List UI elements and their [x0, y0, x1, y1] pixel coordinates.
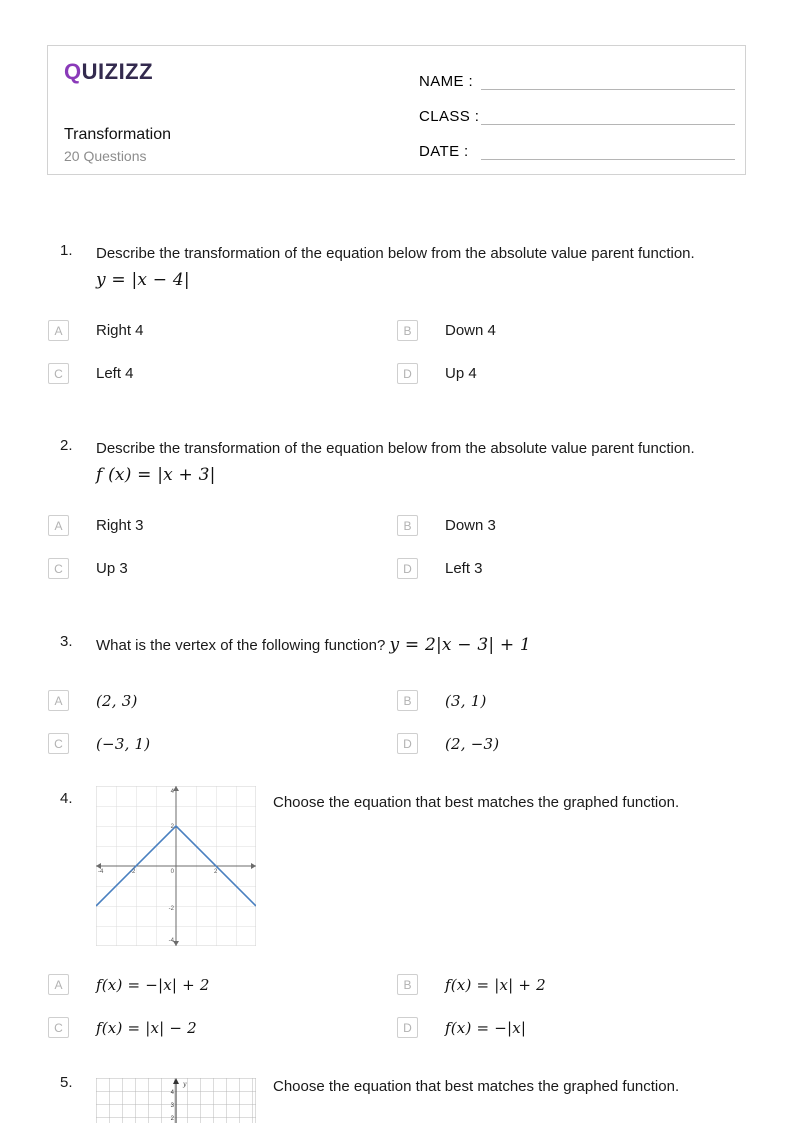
question-equation: y = |x − 4|	[96, 270, 190, 290]
svg-text:0: 0	[170, 869, 174, 875]
option-letter-box[interactable]: A	[48, 974, 69, 995]
question-1	[47, 242, 747, 384]
svg-text:-4: -4	[98, 869, 104, 875]
date-field-row	[419, 138, 735, 160]
option-a	[47, 515, 396, 536]
question-text: Describe the transformation of the equation below from the absolute value parent function.	[96, 245, 695, 262]
question-number: 1.	[60, 242, 73, 259]
question-3	[47, 633, 747, 754]
option-a	[47, 974, 396, 995]
question-text: Choose the equation that best matches the graphed function.	[273, 1078, 680, 1095]
svg-text:4: 4	[170, 1090, 174, 1096]
date-input-line[interactable]	[481, 140, 735, 160]
svg-text:2: 2	[170, 824, 174, 830]
svg-text:y: y	[183, 1081, 187, 1088]
svg-text:-4: -4	[168, 938, 174, 944]
question-text: What is the vertex of the following function?	[96, 637, 386, 654]
option-label: Right 4	[96, 322, 144, 339]
question-2	[47, 437, 747, 579]
option-d	[396, 733, 747, 754]
option-letter-box[interactable]: B	[397, 320, 418, 341]
question-number: 3.	[60, 633, 73, 650]
svg-text:-2: -2	[168, 906, 174, 912]
option-b	[396, 690, 747, 711]
question-text: Choose the equation that best matches the graphed function.	[273, 794, 680, 811]
option-label: Right 3	[96, 517, 144, 534]
option-label: f(x) = |x| − 2	[96, 1018, 197, 1037]
option-label: f(x) = −|x| + 2	[96, 975, 210, 994]
option-letter-box[interactable]: A	[48, 690, 69, 711]
option-letter-box[interactable]: C	[48, 1017, 69, 1038]
class-input-line[interactable]	[481, 105, 735, 125]
option-a	[47, 320, 396, 341]
option-letter-box[interactable]: D	[397, 1017, 418, 1038]
option-c	[47, 733, 396, 754]
quizizz-logo: QUIZIZZ	[64, 59, 154, 84]
question-number: 2.	[60, 437, 73, 454]
option-label: (2, 3)	[96, 691, 138, 710]
option-label: f(x) = −|x|	[445, 1018, 527, 1037]
option-letter-box[interactable]: C	[48, 363, 69, 384]
answer-options	[47, 320, 747, 384]
worksheet-header	[47, 45, 746, 175]
svg-text:-2: -2	[130, 869, 136, 875]
option-label: (3, 1)	[445, 691, 487, 710]
option-label: Up 3	[96, 560, 128, 577]
option-label: f(x) = |x| + 2	[445, 975, 546, 994]
option-d	[396, 1017, 747, 1038]
question-count: 20 Questions	[64, 148, 147, 164]
answer-options	[47, 515, 747, 579]
question-equation: y = 2|x − 3| + 1	[389, 635, 531, 655]
answer-options	[47, 690, 747, 754]
option-letter-box[interactable]: B	[397, 690, 418, 711]
option-b	[396, 515, 747, 536]
option-letter-box[interactable]: D	[397, 363, 418, 384]
option-b	[396, 320, 747, 341]
option-label: Up 4	[445, 365, 477, 382]
question-number: 5.	[60, 1074, 73, 1091]
option-c	[47, 1017, 396, 1038]
class-label: CLASS :	[419, 108, 480, 125]
q4-graph	[96, 786, 256, 946]
option-a	[47, 690, 396, 711]
option-label: Left 4	[96, 365, 134, 382]
option-letter-box[interactable]: A	[48, 320, 69, 341]
svg-text:4: 4	[170, 789, 174, 795]
name-input-line[interactable]	[481, 70, 735, 90]
option-letter-box[interactable]: C	[48, 733, 69, 754]
option-letter-box[interactable]: D	[397, 558, 418, 579]
question-number: 4.	[60, 790, 73, 807]
svg-text:2: 2	[214, 869, 218, 875]
svg-text:3: 3	[170, 1103, 174, 1109]
option-letter-box[interactable]: D	[397, 733, 418, 754]
date-label: DATE :	[419, 143, 469, 160]
name-field-row	[419, 68, 735, 90]
q5-graph	[96, 1078, 256, 1123]
student-fields	[419, 68, 735, 173]
option-c	[47, 558, 396, 579]
answer-options	[47, 974, 747, 1038]
svg-text:2: 2	[170, 1116, 174, 1122]
option-letter-box[interactable]: C	[48, 558, 69, 579]
question-5	[47, 1070, 747, 1123]
question-text: Describe the transformation of the equation below from the absolute value parent function.	[96, 440, 695, 457]
option-b	[396, 974, 747, 995]
option-label: (2, −3)	[445, 734, 500, 753]
question-equation: f (x) = |x + 3|	[96, 465, 216, 485]
worksheet-title: Transformation	[64, 126, 171, 143]
option-label: Down 3	[445, 517, 496, 534]
name-label: NAME :	[419, 73, 474, 90]
option-label: Left 3	[445, 560, 483, 577]
option-d	[396, 558, 747, 579]
class-field-row	[419, 103, 735, 125]
option-label: Down 4	[445, 322, 496, 339]
option-letter-box[interactable]: B	[397, 515, 418, 536]
option-d	[396, 363, 747, 384]
question-4	[47, 786, 747, 1038]
option-c	[47, 363, 396, 384]
option-letter-box[interactable]: A	[48, 515, 69, 536]
option-letter-box[interactable]: B	[397, 974, 418, 995]
option-label: (−3, 1)	[96, 734, 151, 753]
